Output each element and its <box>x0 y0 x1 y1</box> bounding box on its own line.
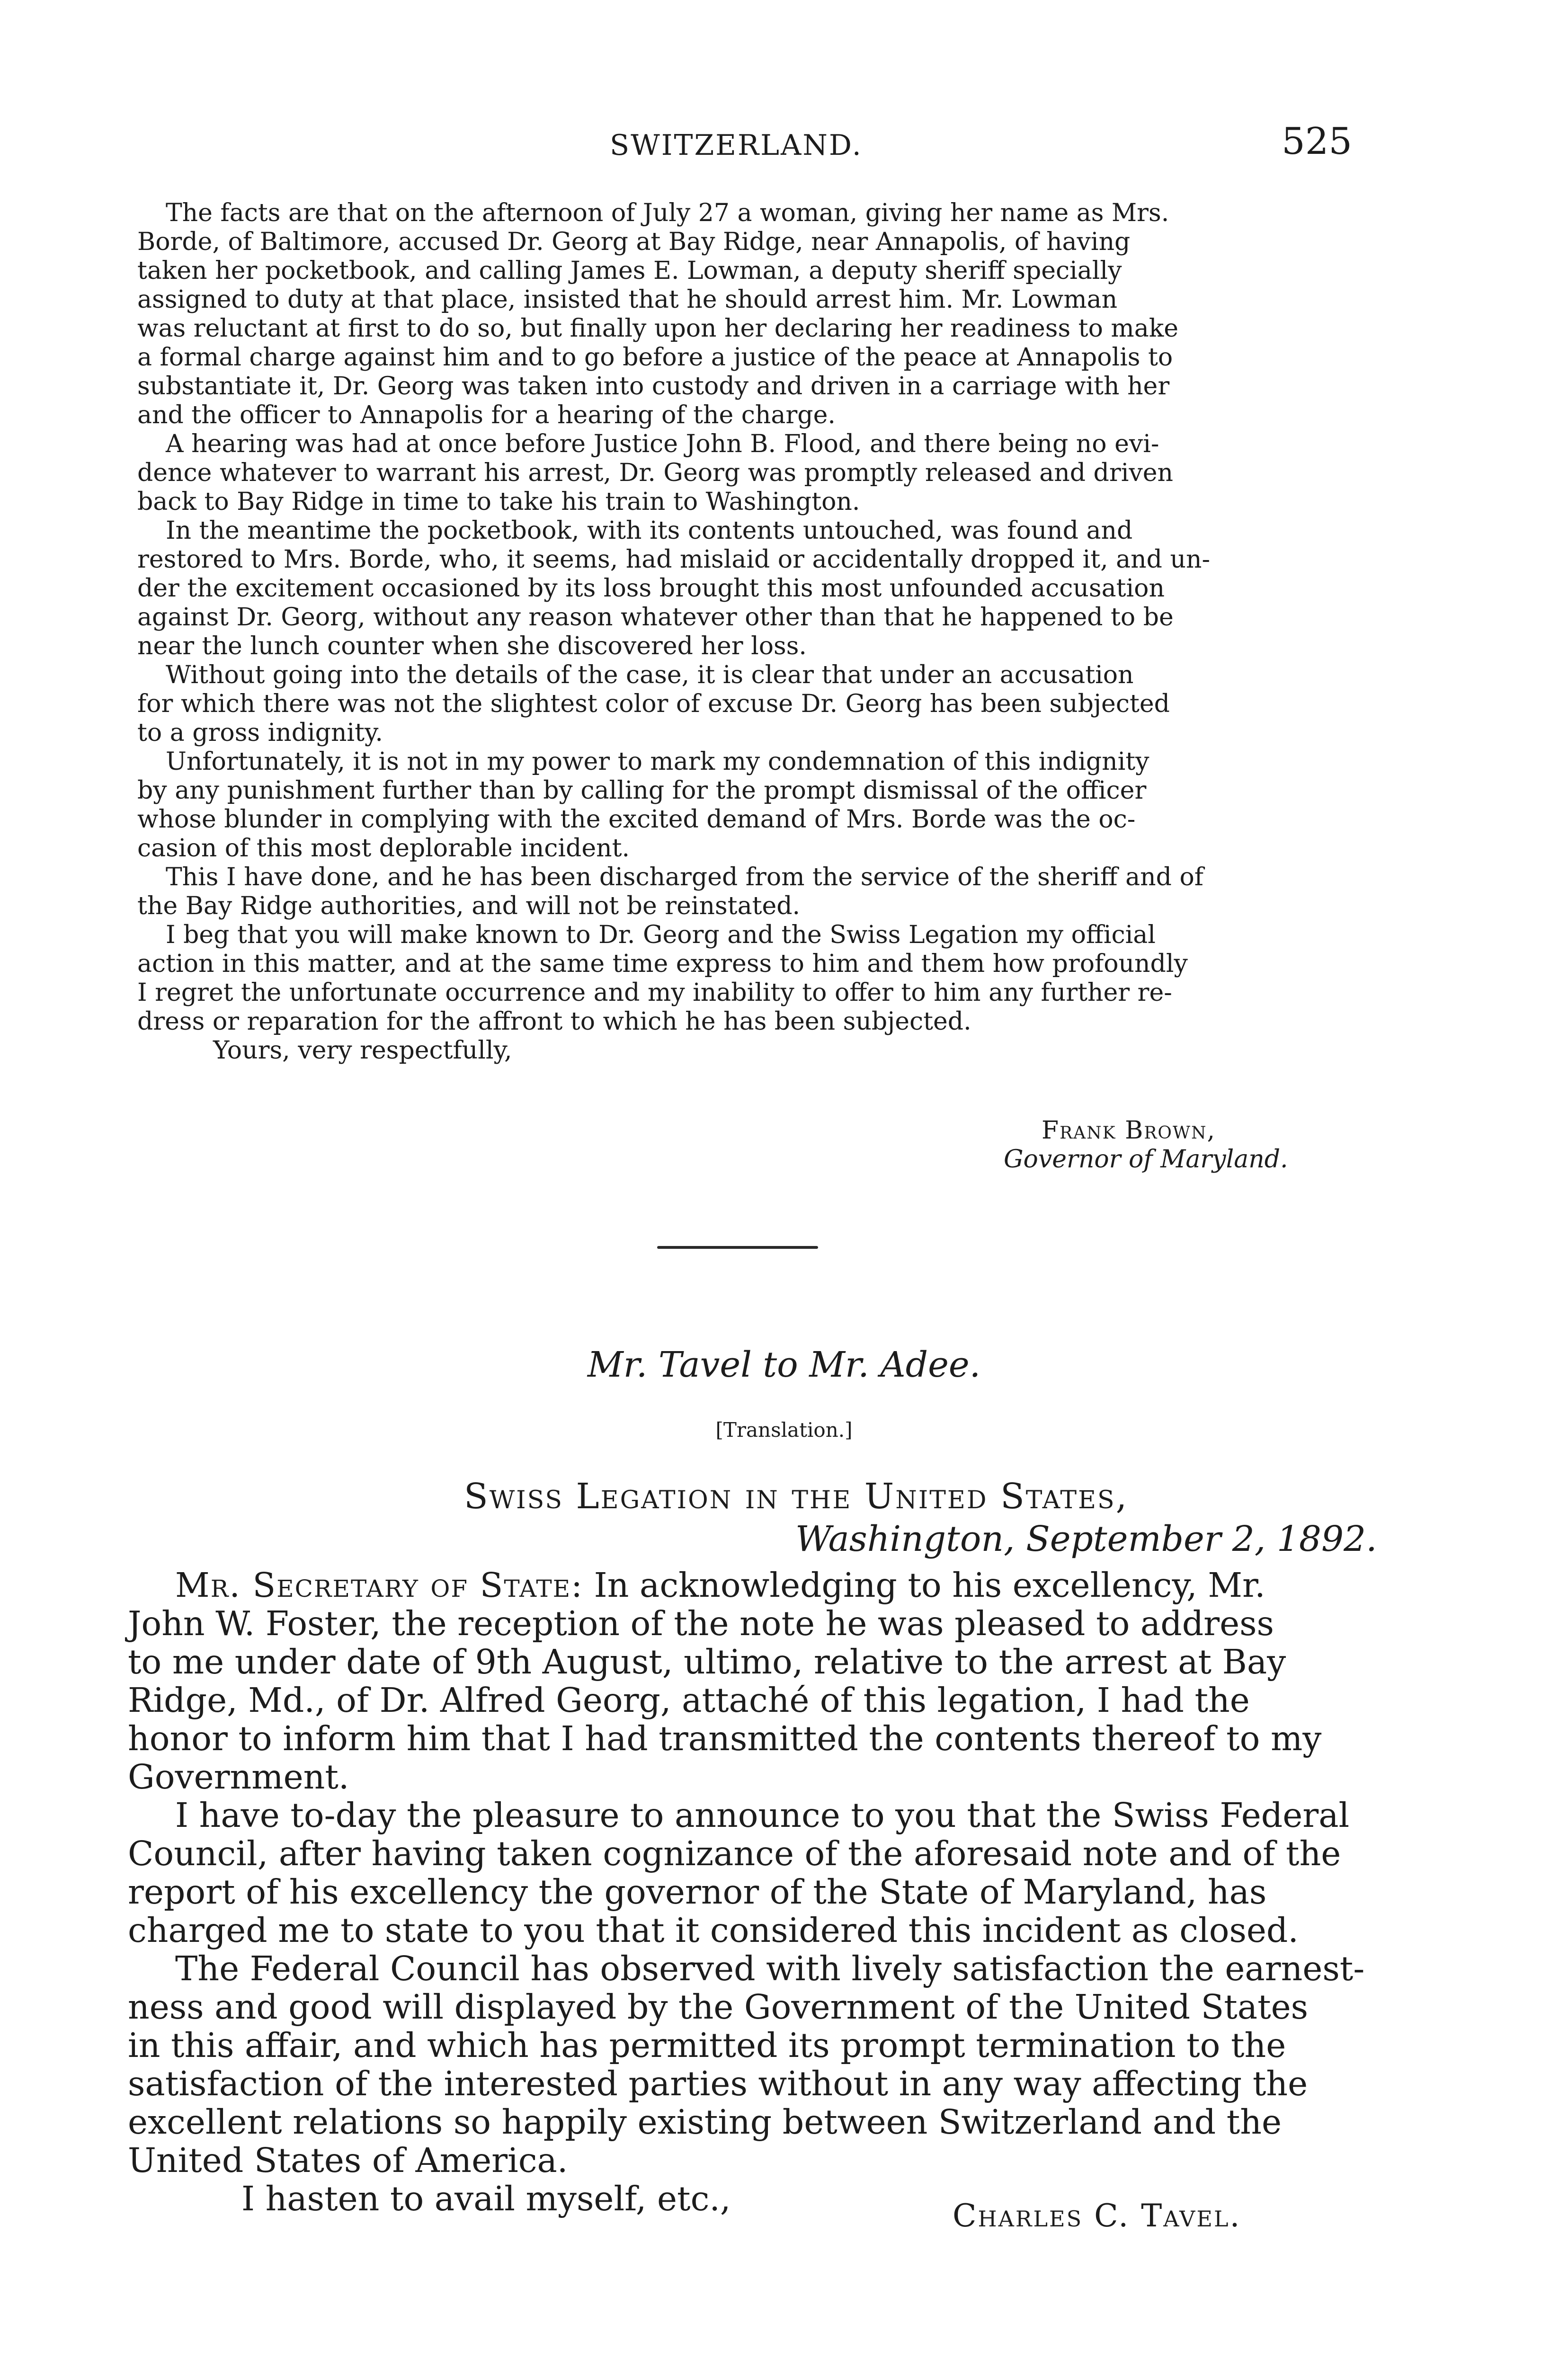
text-line <box>128 1566 1354 1604</box>
signature-title: Governor of Maryland. <box>1004 1145 1288 1174</box>
text-line: I have to-day the pleasure to announce to you that the Swiss Federal <box>175 1796 1350 1835</box>
text-line: dress or reparation for the affront to which he has been subjected. <box>137 1007 971 1036</box>
text-line: was reluctant at first to do so, but finally upon her declaring her readiness to make <box>137 314 1179 343</box>
text-line: Borde, of Baltimore, accused Dr. Georg at Bay Ridge, near Annapolis, of having <box>137 228 1131 256</box>
text-line: against Dr. Georg, without any reason whatever other than that he happened to be <box>137 603 1174 632</box>
text-line: United States of America. <box>128 2141 568 2180</box>
page-number: 525 <box>1282 120 1352 163</box>
closing-phrase: Yours, very respectfully, <box>213 1036 512 1065</box>
signature-block-governor <box>1004 1116 1335 1174</box>
text-line: Without going into the details of the case, it is clear that under an accusation <box>166 661 1134 689</box>
paragraph-pocketbook <box>137 516 1355 661</box>
text-line: back to Bay Ridge in time to take his train to Washington. <box>137 488 860 516</box>
paragraph-discharged <box>137 863 1355 921</box>
paragraph-condemnation <box>137 747 1355 863</box>
paragraph-facts <box>137 199 1355 430</box>
text-line: excellent relations so happily existing between Switzerland and the <box>128 2102 1282 2142</box>
text-line: dence whatever to warrant his arrest, Dr. Georg was promptly released and driven <box>137 459 1173 487</box>
signature-name: Frank Brown, <box>1042 1116 1216 1145</box>
text-line: whose blunder in complying with the excited demand of Mrs. Borde was the oc- <box>137 805 1136 834</box>
text-line: Council, after having taken cognizance of the aforesaid note and of the <box>128 1834 1341 1873</box>
text-line: John W. Foster, the reception of the note he was pleased to address <box>128 1604 1274 1643</box>
paragraph-details <box>137 661 1355 747</box>
text-line: a formal charge against him and to go before a justice of the peace at Annapolis to <box>137 343 1173 372</box>
translation-note: [Translation.] <box>715 1418 853 1442</box>
text-line: by any punishment further than by calling for the prompt dismissal of the officer <box>137 776 1147 805</box>
text-line: Government. <box>128 1757 349 1797</box>
text-line: and the officer to Annapolis for a hearing of the charge. <box>137 401 836 429</box>
closing-phrase: I hasten to avail myself, etc., <box>241 2179 731 2218</box>
running-title: SWITZERLAND. <box>610 129 863 162</box>
text-line: report of his excellency the governor of the State of Maryland, has <box>128 1872 1267 1912</box>
text-line: restored to Mrs. Borde, who, it seems, had mislaid or accidentally dropped it, and un- <box>137 545 1211 574</box>
text-line: ness and good will displayed by the Government of the United States <box>128 1987 1309 2027</box>
letter-governor-brown <box>137 199 1355 1065</box>
text-line: The facts are that on the afternoon of July 27 a woman, giving her name as Mrs. <box>166 199 1169 227</box>
text-line: charged me to state to you that it considered this incident as closed. <box>128 1911 1299 1950</box>
text-line: casion of this most deplorable incident. <box>137 834 630 863</box>
text-line: satisfaction of the interested parties without in any way affecting the <box>128 2064 1308 2103</box>
text-line: In the meantime the pocketbook, with its contents untouched, was found and <box>166 516 1133 545</box>
text-line: The Federal Council has observed with lively satisfaction the earnest- <box>175 1949 1365 1988</box>
dateline-place-date: Washington, September 2, 1892. <box>795 1519 1377 1559</box>
text-line: A hearing was had at once before Justice John B. Flood, and there being no evi- <box>166 430 1159 458</box>
text-line: to me under date of 9th August, ultimo, relative to the arrest at Bay <box>128 1642 1286 1682</box>
text-line: Ridge, Md., of Dr. Alfred Georg, attaché of this legation, I had the <box>128 1681 1250 1720</box>
text-line: Unfortunately, it is not in my power to mark my condemnation of this indignity <box>166 747 1149 776</box>
paragraph-satisfaction <box>128 1949 1365 2180</box>
text-line: assigned to duty at that place, insisted that he should arrest him. Mr. Lowman <box>137 285 1118 314</box>
text-line: substantiate it, Dr. Georg was taken into custody and driven in a carriage with her <box>137 372 1170 400</box>
signature-tavel: Charles C. Tavel. <box>953 2198 1241 2234</box>
text-line: near the lunch counter when she discovered her loss. <box>137 632 807 660</box>
text-line: the Bay Ridge authorities, and will not be reinstated. <box>137 892 801 920</box>
text-line: in this affair, and which has permitted its prompt termination to the <box>128 2026 1286 2065</box>
text-line: honor to inform him that I had transmitted the contents thereof to my <box>128 1719 1322 1758</box>
text-line: der the excitement occasioned by its loss brought this most unfounded accusation <box>137 574 1165 603</box>
text-line: action in this matter, and at the same time express to him and them how profoundly <box>137 950 1188 978</box>
paragraph-hearing <box>137 430 1355 516</box>
text-line: I regret the unfortunate occurrence and my inability to offer to him any further re- <box>137 979 1172 1007</box>
text-line: This I have done, and he has been discharged from the service of the sheriff and of <box>166 863 1204 891</box>
paragraph-acknowledgement <box>128 1566 1354 1796</box>
text-line: taken her pocketbook, and calling James E. Lowman, a deputy sheriff specially <box>137 257 1122 285</box>
running-head <box>0 120 1568 167</box>
dateline <box>464 1475 1377 1560</box>
paragraph-announcement <box>128 1796 1354 1949</box>
section-divider <box>657 1246 818 1249</box>
text-line: for which there was not the slightest color of excuse Dr. Georg has been subjected <box>137 690 1170 718</box>
salutation: Mr. Secretary of State: <box>175 1566 584 1605</box>
text-line-rest: In acknowledging to his excellency, Mr. <box>583 1566 1265 1605</box>
text-line: to a gross indignity. <box>137 719 383 747</box>
letter-heading: Mr. Tavel to Mr. Adee. <box>587 1344 981 1385</box>
paragraph-request <box>137 921 1355 1036</box>
text-line: I beg that you will make known to Dr. Georg and the Swiss Legation my official <box>166 921 1156 949</box>
letter-tavel <box>128 1566 1365 2218</box>
dateline-organization: Swiss Legation in the United States, <box>464 1476 1129 1517</box>
